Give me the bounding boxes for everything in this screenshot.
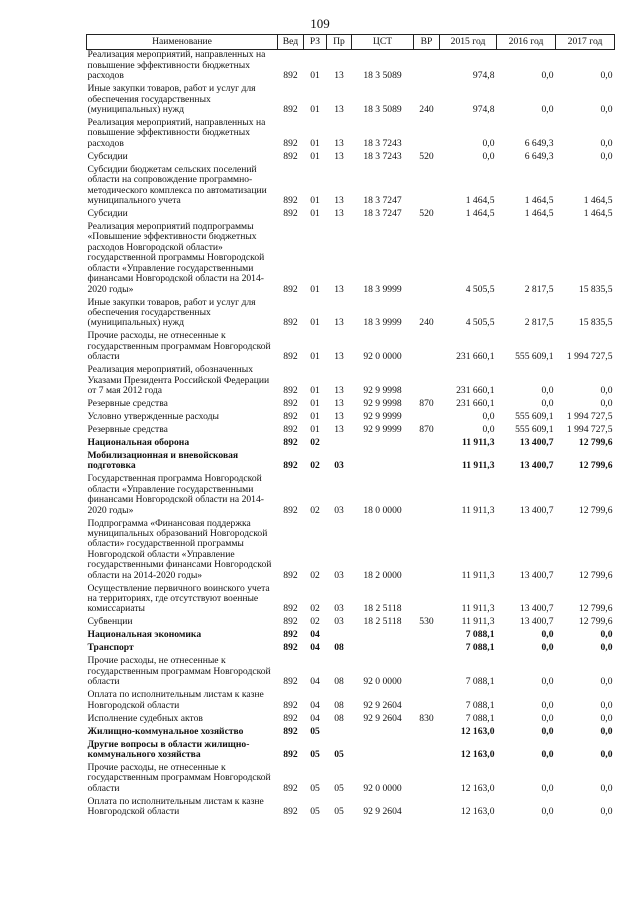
row-ved: 892	[283, 504, 298, 516]
table-row	[87, 740, 615, 763]
row-vr	[414, 690, 440, 713]
row-cst: 18 3 7247	[363, 195, 402, 207]
row-2015: 7 088,1	[465, 642, 495, 654]
row-rz: 02	[310, 569, 320, 581]
row-2017: 15 835,5	[578, 283, 613, 295]
row-2017: 15 835,5	[578, 317, 613, 329]
row-2017: 12 799,6	[578, 569, 613, 581]
row-2015: 0,0	[482, 423, 495, 435]
row-2016: 0,0	[541, 749, 554, 761]
table-row	[87, 222, 615, 297]
row-rz: 05	[310, 782, 320, 794]
table-row	[87, 165, 615, 209]
row-rz: 01	[310, 208, 320, 220]
row-vr	[414, 412, 440, 425]
row-2016: 1 464,5	[524, 195, 554, 207]
row-ved: 892	[283, 410, 298, 422]
row-cst: 92 0 0000	[363, 351, 402, 363]
row-ved: 892	[283, 629, 298, 641]
row-cst: 18 3 5089	[363, 104, 402, 116]
row-rz: 01	[310, 283, 320, 295]
table-row	[87, 118, 615, 152]
row-ved: 892	[283, 195, 298, 207]
row-cst: 18 2 0000	[363, 569, 402, 581]
row-2015: 4 505,5	[465, 317, 495, 329]
row-pr: 03	[334, 603, 344, 615]
row-cst: 18 3 9999	[363, 317, 402, 329]
row-cst	[352, 740, 414, 763]
row-vr	[414, 118, 440, 152]
row-rz: 01	[310, 195, 320, 207]
row-pr: 13	[334, 208, 344, 220]
row-pr: 13	[334, 137, 344, 149]
row-2017: 0,0	[600, 725, 613, 737]
header-2016: 2016 год	[497, 35, 556, 50]
row-pr: 13	[334, 397, 344, 409]
row-name: Прочие расходы, не отнесенные к государственным программам Новгородской области	[87, 762, 271, 794]
row-2017: 0,0	[600, 642, 613, 654]
row-2016: 555 609,1	[515, 423, 554, 435]
row-name: Прочие расходы, не отнесенные к государственным программам Новгородской области	[87, 330, 271, 363]
row-vr	[414, 438, 440, 451]
row-pr: 13	[334, 150, 344, 162]
row-2017: 12 799,6	[578, 603, 613, 615]
row-2015: 7 088,1	[465, 629, 495, 641]
row-2017: 0,0	[600, 629, 613, 641]
row-2017: 0,0	[600, 104, 613, 116]
row-2017: 12 799,6	[578, 460, 613, 472]
row-name: Реализация мероприятий, обозначенных Указами Президента Российской Федерации от 7 мая 2012 года	[87, 364, 270, 396]
row-ved: 892	[283, 782, 298, 794]
table-row	[87, 451, 615, 474]
row-ved: 892	[283, 104, 298, 116]
budget-table	[86, 34, 615, 820]
row-2017: 0,0	[600, 397, 613, 409]
row-cst: 18 2 5118	[363, 603, 402, 615]
row-ved: 892	[283, 397, 298, 409]
row-name: Субсидии бюджетам сельских поселений области на сопровождение программно-методического комплекса по автоматизации муниципального учета	[87, 163, 267, 207]
row-pr: 03	[334, 569, 344, 581]
row-2016: 0,0	[541, 642, 554, 654]
row-rz: 05	[310, 749, 320, 761]
row-2015: 0,0	[482, 150, 495, 162]
row-name: Осуществление первичного воинского учета на территориях, где отсутствуют военные комиссариаты	[87, 582, 270, 615]
row-vr: 240	[419, 317, 434, 329]
row-rz: 01	[310, 150, 320, 162]
row-2016: 0,0	[541, 782, 554, 794]
header-pr: Пр	[327, 35, 352, 50]
row-ved: 892	[283, 384, 298, 396]
row-ved: 892	[283, 616, 298, 628]
table-row	[87, 50, 615, 84]
row-2016: 13 400,7	[519, 616, 554, 628]
row-2015: 231 660,1	[456, 384, 495, 396]
row-name: Субсидии	[87, 208, 128, 220]
row-name: Подпрограмма «Финансовая поддержка муниципальных образований Новгородской области» государственной программы Новгородской области «Управление государственными финансами Новгородской области на 2014-2020 годы»	[87, 517, 272, 581]
row-2016: 0,0	[541, 70, 554, 82]
row-pr	[327, 727, 352, 740]
row-ved: 892	[283, 317, 298, 329]
row-2015: 11 911,3	[461, 504, 495, 516]
row-2017: 0,0	[600, 749, 613, 761]
row-name: Субсидии	[87, 150, 128, 162]
row-rz: 01	[310, 423, 320, 435]
row-rz: 04	[310, 712, 320, 724]
row-2017: 0,0	[600, 806, 613, 818]
row-2015: 0,0	[482, 410, 495, 422]
row-name: Иные закупки товаров, работ и услуг для обеспечения государственных (муниципальных) нужд	[87, 83, 256, 116]
row-ved: 892	[283, 749, 298, 761]
row-2015: 12 163,0	[460, 782, 495, 794]
row-2016: 13 400,7	[519, 436, 554, 448]
row-pr: 13	[334, 384, 344, 396]
table-header	[87, 35, 615, 50]
row-2016: 0,0	[541, 629, 554, 641]
row-name: Иные закупки товаров, работ и услуг для обеспечения государственных (муниципальных) нужд	[87, 296, 256, 329]
row-rz: 01	[310, 317, 320, 329]
row-2017: 1 994 727,5	[566, 410, 613, 422]
row-pr	[327, 438, 352, 451]
row-vr: 870	[419, 423, 434, 435]
row-2015: 11 911,3	[461, 569, 495, 581]
row-pr: 13	[334, 195, 344, 207]
row-cst: 92 0 0000	[363, 676, 402, 688]
row-2017: 0,0	[600, 384, 613, 396]
row-ved: 892	[283, 603, 298, 615]
table-row	[87, 656, 615, 690]
row-2016: 0,0	[541, 806, 554, 818]
row-vr	[414, 763, 440, 797]
row-2015: 231 660,1	[456, 351, 495, 363]
header-ved: Вед	[278, 35, 304, 50]
row-ved: 892	[283, 699, 298, 711]
header-vr: ВР	[414, 35, 440, 50]
row-2017: 0,0	[600, 712, 613, 724]
row-ved: 892	[283, 150, 298, 162]
row-pr: 03	[334, 504, 344, 516]
row-name: Жилищно-коммунальное хозяйство	[87, 725, 244, 737]
table-row	[87, 584, 615, 618]
row-rz: 01	[310, 104, 320, 116]
table-row	[87, 298, 615, 332]
row-pr: 08	[334, 642, 344, 654]
row-ved: 892	[283, 806, 298, 818]
row-2015: 1 464,5	[465, 195, 495, 207]
row-pr: 13	[334, 351, 344, 363]
row-2017: 12 799,6	[578, 616, 613, 628]
row-2017: 1 464,5	[583, 195, 613, 207]
row-vr: 240	[419, 104, 434, 116]
row-cst: 92 9 9998	[363, 397, 402, 409]
row-2016: 0,0	[541, 397, 554, 409]
row-ved: 892	[283, 423, 298, 435]
row-vr	[414, 656, 440, 690]
row-2016: 0,0	[541, 699, 554, 711]
row-rz: 04	[310, 642, 320, 654]
row-ved: 892	[283, 460, 298, 472]
row-ved: 892	[283, 642, 298, 654]
row-2017: 1 994 727,5	[566, 351, 613, 363]
row-name: Оплата по исполнительным листам к казне Новгородской области	[87, 689, 264, 711]
row-2015: 7 088,1	[465, 712, 495, 724]
row-cst: 92 9 9998	[363, 384, 402, 396]
header-2015: 2015 год	[440, 35, 497, 50]
row-cst: 18 3 9999	[363, 283, 402, 295]
row-2016: 0,0	[541, 676, 554, 688]
row-ved: 892	[283, 676, 298, 688]
row-2015: 4 505,5	[465, 283, 495, 295]
row-rz: 01	[310, 384, 320, 396]
row-2016: 13 400,7	[519, 603, 554, 615]
row-vr: 520	[419, 208, 434, 220]
row-name: Субвенции	[87, 616, 133, 628]
row-name: Оплата по исполнительным листам к казне Новгородской области	[87, 795, 264, 818]
table-row	[87, 84, 615, 118]
table-row	[87, 331, 615, 365]
row-name: Реализация мероприятий подпрограммы «Повышение эффективности бюджетных расходов Новгородской области» государственной программы Новгородской области «Управление государственными финансами Новгородской области на 2014-2020 годы»	[87, 221, 265, 295]
row-pr: 08	[334, 676, 344, 688]
row-pr: 03	[334, 460, 344, 472]
row-vr: 520	[419, 150, 434, 162]
table-body	[87, 50, 615, 820]
row-rz: 02	[310, 616, 320, 628]
row-2016: 555 609,1	[515, 410, 554, 422]
row-vr	[414, 474, 440, 518]
row-2016: 13 400,7	[519, 460, 554, 472]
row-rz: 04	[310, 699, 320, 711]
row-2015: 11 911,3	[461, 460, 495, 472]
row-vr	[414, 331, 440, 365]
row-cst: 92 9 2604	[363, 699, 402, 711]
row-rz: 01	[310, 397, 320, 409]
row-cst: 18 3 5089	[363, 70, 402, 82]
row-2017: 0,0	[600, 782, 613, 794]
row-name: Прочие расходы, не отнесенные к государственным программам Новгородской области	[87, 655, 271, 688]
row-2016: 0,0	[541, 104, 554, 116]
table-row	[87, 763, 615, 797]
row-2017: 12 799,6	[578, 504, 613, 516]
row-2016: 13 400,7	[519, 504, 554, 516]
row-cst: 92 0 0000	[363, 782, 402, 794]
row-2017: 12 799,6	[578, 436, 613, 448]
table-row	[87, 425, 615, 438]
table-row	[87, 727, 615, 740]
row-2016: 1 464,5	[524, 208, 554, 220]
row-cst: 92 9 9999	[363, 423, 402, 435]
row-name: Реализация мероприятий, направленных на повышение эффективности бюджетных расходов	[87, 49, 266, 82]
row-2016: 6 649,3	[524, 137, 554, 149]
row-vr: 870	[419, 397, 434, 409]
row-cst	[352, 451, 414, 474]
row-pr: 13	[334, 104, 344, 116]
row-cst: 18 3 7243	[363, 137, 402, 149]
row-vr	[414, 519, 440, 584]
row-rz: 02	[310, 603, 320, 615]
row-cst: 18 0 0000	[363, 504, 402, 516]
header-2017: 2017 год	[556, 35, 615, 50]
row-cst: 18 2 5118	[363, 616, 402, 628]
row-pr: 05	[334, 782, 344, 794]
header-name: Наименование	[87, 35, 278, 50]
row-rz: 05	[310, 725, 320, 737]
row-vr	[414, 50, 440, 84]
header-cst: ЦСТ	[352, 35, 414, 50]
row-2015: 12 163,0	[460, 749, 495, 761]
row-ved: 892	[283, 436, 298, 448]
row-2015: 7 088,1	[465, 699, 495, 711]
row-2016: 555 609,1	[515, 351, 554, 363]
row-2015: 12 163,0	[460, 806, 495, 818]
row-cst	[352, 643, 414, 656]
row-name: Реализация мероприятий, направленных на повышение эффективности бюджетных расходов	[87, 117, 266, 149]
row-pr: 13	[334, 283, 344, 295]
row-2017: 1 994 727,5	[566, 423, 613, 435]
row-ved: 892	[283, 725, 298, 737]
row-2017: 0,0	[600, 70, 613, 82]
row-pr: 13	[334, 70, 344, 82]
table-row	[87, 519, 615, 584]
row-name: Резервные средства	[87, 423, 168, 435]
row-vr	[414, 365, 440, 399]
row-name: Другие вопросы в области жилищно-коммунального хозяйства	[87, 738, 250, 761]
row-2017: 1 464,5	[583, 208, 613, 220]
row-ved: 892	[283, 283, 298, 295]
row-2016: 0,0	[541, 712, 554, 724]
row-rz: 02	[310, 436, 320, 448]
row-cst	[352, 727, 414, 740]
row-ved: 892	[283, 569, 298, 581]
row-name: Исполнение судебных актов	[87, 712, 203, 724]
row-cst: 18 3 7243	[363, 150, 402, 162]
row-2015: 11 911,3	[461, 436, 495, 448]
row-vr	[414, 630, 440, 643]
row-cst: 92 9 9999	[363, 410, 402, 422]
row-vr	[414, 740, 440, 763]
row-rz: 05	[310, 806, 320, 818]
row-pr: 08	[334, 699, 344, 711]
row-vr	[414, 451, 440, 474]
row-pr: 08	[334, 712, 344, 724]
row-cst: 18 3 7247	[363, 208, 402, 220]
row-2017: 0,0	[600, 150, 613, 162]
header-rz: РЗ	[304, 35, 327, 50]
row-pr: 05	[334, 749, 344, 761]
row-2015: 974,8	[472, 104, 495, 116]
row-rz: 04	[310, 629, 320, 641]
row-2015: 12 163,0	[460, 725, 495, 737]
row-vr	[414, 797, 440, 820]
row-rz: 01	[310, 70, 320, 82]
row-cst	[352, 438, 414, 451]
row-2017: 0,0	[600, 676, 613, 688]
row-ved: 892	[283, 208, 298, 220]
row-cst	[352, 630, 414, 643]
row-ved: 892	[283, 70, 298, 82]
row-2015: 7 088,1	[465, 676, 495, 688]
row-cst: 92 9 2604	[363, 806, 402, 818]
row-ved: 892	[283, 351, 298, 363]
row-rz: 01	[310, 410, 320, 422]
row-name: Государственная программа Новгородской области «Управление государственными финансами Новгородской области на 2014-2020 годы»	[87, 473, 264, 516]
row-vr	[414, 222, 440, 297]
table-row	[87, 412, 615, 425]
row-ved: 892	[283, 137, 298, 149]
row-cst: 92 9 2604	[363, 712, 402, 724]
row-2016: 0,0	[541, 725, 554, 737]
table-row	[87, 152, 615, 165]
row-2016: 0,0	[541, 384, 554, 396]
row-2015: 11 911,3	[461, 616, 495, 628]
row-2015: 1 464,5	[465, 208, 495, 220]
row-2017: 0,0	[600, 137, 613, 149]
row-ved: 892	[283, 712, 298, 724]
row-rz: 04	[310, 676, 320, 688]
row-rz: 02	[310, 460, 320, 472]
table-row	[87, 399, 615, 412]
row-rz: 01	[310, 137, 320, 149]
row-pr: 03	[334, 616, 344, 628]
page-number: 109	[310, 16, 330, 31]
table-row	[87, 797, 615, 820]
row-2015: 974,8	[472, 70, 495, 82]
row-name: Резервные средства	[87, 397, 168, 409]
row-pr: 13	[334, 317, 344, 329]
row-name: Транспорт	[87, 642, 134, 654]
row-vr: 830	[419, 712, 434, 724]
row-name: Мобилизационная и вневойсковая подготовка	[87, 449, 239, 472]
table-row	[87, 365, 615, 399]
row-pr: 13	[334, 410, 344, 422]
row-name: Условно утвержденные расходы	[87, 410, 219, 422]
row-vr	[414, 584, 440, 618]
row-2016: 13 400,7	[519, 569, 554, 581]
row-2016: 2 817,5	[524, 283, 554, 295]
row-rz: 02	[310, 504, 320, 516]
row-vr	[414, 727, 440, 740]
row-vr: 530	[419, 616, 434, 628]
table-row	[87, 474, 615, 518]
row-2015: 11 911,3	[461, 603, 495, 615]
table-row	[87, 714, 615, 727]
row-name: Национальная оборона	[87, 436, 190, 448]
row-name: Национальная экономика	[87, 629, 202, 641]
row-2017: 0,0	[600, 699, 613, 711]
row-2015: 231 660,1	[456, 397, 495, 409]
row-vr	[414, 643, 440, 656]
row-2015: 0,0	[482, 137, 495, 149]
row-pr: 05	[334, 806, 344, 818]
table-row	[87, 438, 615, 451]
row-rz: 01	[310, 351, 320, 363]
table-row	[87, 690, 615, 713]
row-2016: 6 649,3	[524, 150, 554, 162]
row-vr	[414, 165, 440, 209]
table-row	[87, 630, 615, 643]
row-pr: 13	[334, 423, 344, 435]
row-2016: 2 817,5	[524, 317, 554, 329]
